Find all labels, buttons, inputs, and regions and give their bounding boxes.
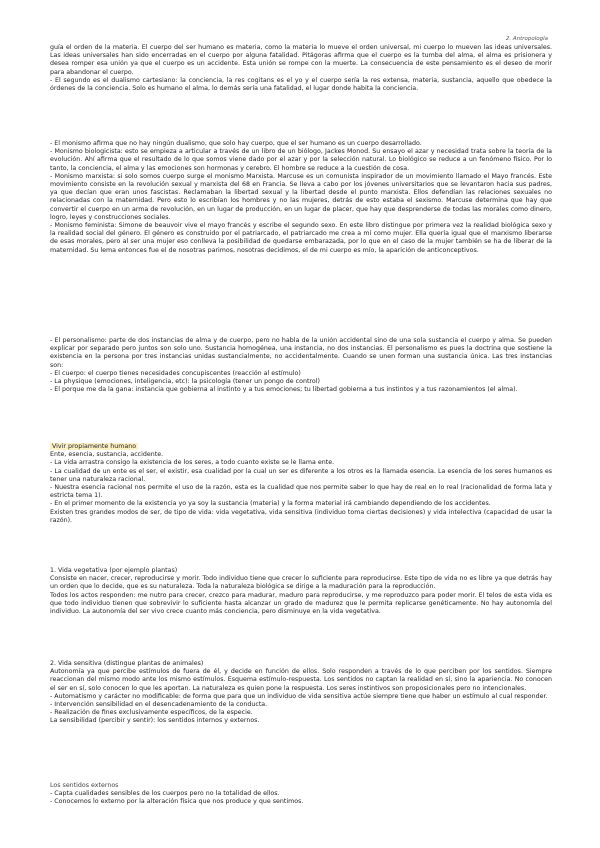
list-item: - La cualidad de un ente es el ser, el existir, esa cualidad por la cual un ser es diferente a los otros es la llamada esencia. La esencia de los seres humanos es tener una naturaleza racional. [50,467,552,483]
paragraph: - El segundo es el dualismo cartesiano: la conciencia, la res cogitans es el yo y el cuerpo sería la res extensa, materia, sustancia, aquello que obedece la órdenes de la conciencia. Solo es humano el alma, lo demás sería una fatalidad, el lugar donde habita la conciencia. [50,76,552,93]
list-item: Existen tres grandes modos de ser, de tipo de vida: vida vegetativa, vida sensitiva (individuo toma ciertas decisiones) y vida intelectiva (capacidad de usar la razón). [50,508,552,524]
paragraph-monismo-feminista: - Monismo feminista: Simone de beauvoir vive el mayo francés y escribe el segundo sexo. En este libro distingue por primera vez la realidad biológica sexo y la realidad social del género. El género es construido por el patriarcado, el patriarcado me crea a mí como mujer. Ella quería igual que el marxismo liberarse de esas morales, pero al ser una mujer eso conlleva la posibilidad de quedarse embarazada, por lo que en el caso de la mujer también se ha de liberar de la maternidad. Su lema entonces fue el de nosotras parimos, nosotras decidimos, el de mi cuerpo es mío, la aparición de anticonceptivos. [50,222,552,254]
list-item: - Nuestra esencia racional nos permite el uso de la razón, esta es la cualidad que nos permite saber lo que hay de real en lo real (racionalidad de forma lata y estricta tema 1). [50,484,552,500]
paragraph: La sensibilidad (percibir y sentir): los sentidos internos y externos. [50,717,260,725]
section-heading: Los sentidos externos [50,782,119,789]
list-item: - El cuerpo: el cuerpo tienes necesidades concupiscentes (reacción al estímulo) [50,369,301,377]
section-heading: 1. Vida vegetativa (por ejemplo plantas) [50,567,178,574]
section-sentidos-externos [50,782,552,807]
paragraph: - El monismo afirma que no hay ningún dualismo, que solo hay cuerpo, que el ser humano es un cuerpo desarrollado. [50,140,422,147]
list-item: - Capta cualidades sensibles de los cuerpos pero no la totalidad de ellos. [50,790,280,798]
paragraph: Consiste en nacer, crecer, reproducirse y morir. Todo individuo tiene que crecer lo suficiente para reproducirse. Este tipo de vida no es libre ya que detrás hay un orden que lo decide, que es su naturaleza. Toda la naturaleza biológica se dirige a la maduración para la reproducción. [50,575,552,591]
page-header-label: 2. Antropología [505,36,548,42]
section-vivir-humano [50,443,552,525]
list-item: - Automatismo y carácter no modificable: de forma que para que un individuo de vida sensitiva actúe siempre tiene que haber un estímulo al cual responder. [50,692,548,700]
list-item: - Conocemos lo externo por la alteración física que nos produce y que sentimos. [50,798,304,806]
section-dualism [50,44,552,93]
list-item: - En el primer momento de la existencia yo ya soy la sustancia (materia) y la forma material irá cambiando dependiendo de los accidentes. [50,500,491,508]
list-item: - Realización de fines exclusivamente específicos, de la especie. [50,709,253,717]
paragraph: guía el orden de la materia. El cuerpo del ser humano es materia, como la materia lo mueve el orden universal, mi cuerpo lo mueven las ideas universales. Las ideas universales han sido encerradas en el cuerpo por alguna fatalidad. Pitágoras afirma que el cuerpo es la tumba del alma, el alma es prisionera y desea romper esa unión ya que el cuerpo es un accidente. Esta unión se rompe con la muerte. La consecuencia de este pensamiento es el deseo de morir para abandonar el cuerpo. [50,44,552,76]
paragraph: - El personalismo: parte de dos instancias de alma y de cuerpo, pero no habla de la unión accidental sino de una sola sustancia el cuerpo y alma. Se pueden explicar por separado pero juntos son solo uno. Sustancia homogénea, una instancia, no dos instancias. El personalismo es pues la doctrina que sostiene la existencia en la persona por tres instancias unidas sustancialmente, no accidentalmente. Cuando se unen forman una sustancia única. Las tres instancias son: [50,337,552,369]
section-heading: 2. Vida sensitiva (distingue plantas de animales) [50,660,204,667]
paragraph-monismo-biologicista: - Monismo biologicista: esto se empieza a articular a través de un libro de un biólogo, Jackes Monod. Su ensayo el azar y necesidad trata sobre la teoría de la evolución. Ahí afirma que el resultado de lo que somos viene dado por el azar y por la selección natural. Lo biológico se reduce a un fenómeno físico. Por lo tanto, la conciencia, el alma y las emociones son hormonas y cerebro. El hombre se reduce a la cuestión de cosa. [50,148,552,172]
section-monism [50,140,552,255]
section-vida-sensitiva [50,660,552,726]
list-item: - Intervención sensibilidad en el desencadenamiento de la conducta. [50,701,268,709]
list-item: - El porque me da la gana: instancia que gobierna al instinto y a tus emociones; tu libertad gobierna a tus instintos y a tus razonamientos (el alma). [50,386,518,394]
section-personalism [50,337,552,394]
list-item: Ente, esencia, sustancia, accidente. [50,451,164,459]
paragraph: Autonomía ya que percibe estímulos de fuera de él, y decide en función de ellos. Solo responden a través de lo que perciben por los sentidos. Siempre reaccionan del mismo modo ante los mismo estímulos. Esquema estímulo-respuesta. Los sentidos no captan la realidad en sí, sino la apariencia. No conocen el ser en sí, solo conocen lo que les aportan. La naturaleza es quien pone la respuesta. Los seres instintivos son proposicionales pero no intencionales. [50,668,552,692]
paragraph: Todos los actos responden: me nutro para crecer, crezco para madurar, maduro para reproducirse, y me reproduzco para poder morir. El telos de esta vida es que todo individuo tienen que sobrevivir lo suficiente hasta alcanzar un grado de madurez que le permita replicarse genéticamente. No hay autonomía del individuo. La autonomía del ser vivo crece cuanto más conciencia, pero disminuye en la vida vegetativa. [50,591,552,616]
paragraph-monismo-marxista: - Monismo marxista: si solo somos cuerpo surge el monismo Marxista. Marcuse es un comunista inspirador de un movimiento llamado el Mayo francés. Este movimiento consiste en la revolución sexual y marxista del 68 en Francia. Se lleva a cabo por los jóvenes universitarios que se levantaron hacia sus padres, ya que decían que eran unos fascistas. Reclamaban la libertad sexual y la libertad desde el punto marxista. Ellos defendían las relaciones sexuales no relacionadas con la maternidad. Pero esto lo escribían los hombres y no las mujeres, detrás de esto estaba el sexismo. Marcuse determina que hay que convertir el cuerpo en un arma de revolución, en un lugar de producción, en un lugar de placer, que hay que desprenderse de todas las morales como dinero, logro, leyes y construcciones sociales. [50,172,552,221]
section-heading: Vivir propiamente humano [52,443,137,450]
section-vida-vegetativa [50,567,552,616]
list-item: - La vida arrastra consigo la existencia de los seres, a todo cuanto existe se le llama ente. [50,459,335,467]
list-item: - La physique (emociones, inteligencia, etc): la psicología (tener un pongo de control) [50,378,320,386]
